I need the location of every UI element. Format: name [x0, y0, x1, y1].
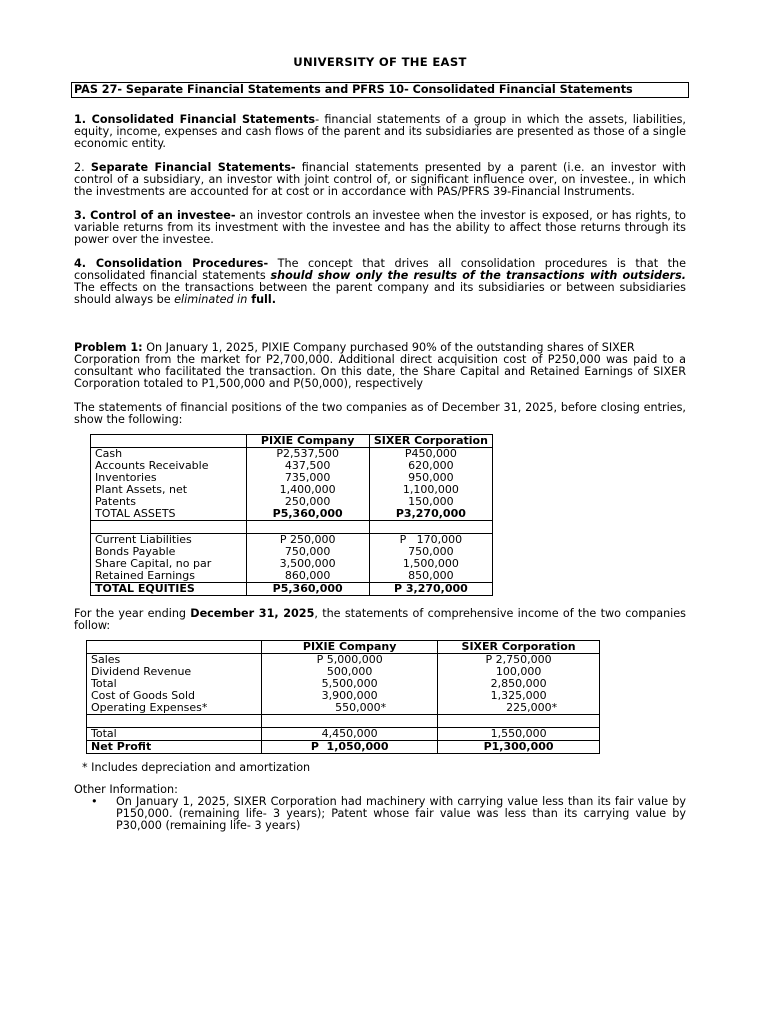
table-row	[91, 570, 493, 583]
definition-term: 4. Consolidation Procedures-	[74, 257, 269, 270]
definition-3	[74, 210, 686, 246]
table-cell: Cash	[91, 448, 247, 461]
table-cell: Total	[87, 678, 262, 690]
definition-text: financial statements presented by a parent (i.e. an investor with control of a subsidiary, an investor with joint control of, or significant influence over, on investee., in which the investments are accounted for at cost or in accordance with PAS/PFRS 39-Financial Instruments.	[74, 161, 686, 198]
table-cell: 100,000	[438, 666, 600, 678]
table-cell: 750,000	[246, 546, 369, 558]
definition-text: - financial statements of a group in which the assets, liabilities, equity, income, expenses and cash flows of the parent and its subsidiaries are presented as those of a single economic entity.	[74, 113, 686, 150]
table-row-net-profit	[87, 741, 600, 754]
table-cell: P3,270,000	[369, 508, 492, 521]
table-cell: Plant Assets, net	[91, 484, 247, 496]
financial-position-table	[90, 434, 493, 596]
definition-1	[74, 114, 686, 150]
table-cell: 1,500,000	[369, 558, 492, 570]
table-cell: 1,325,000	[438, 690, 600, 702]
table-cell: 735,000	[246, 472, 369, 484]
definition-text: The effects on the transactions between the parent company and its subsidiaries or between subsidiaries should always be	[74, 281, 686, 306]
problem-label: Problem 1:	[74, 341, 143, 354]
fp-intro: The statements of financial positions of the two companies as of December 31, 2025, before closing entries, show the following:	[74, 401, 686, 426]
table-cell: P5,360,000	[246, 508, 369, 521]
table-cell: 250,000	[246, 496, 369, 508]
problem-line-1: On January 1, 2025, PIXIE Company purchased 90% of the outstanding shares of SIXER	[142, 341, 635, 354]
table-row-total-assets	[91, 508, 493, 521]
list-item	[91, 795, 686, 832]
definition-term: Separate Financial Statements-	[90, 161, 296, 174]
definition-4	[74, 258, 686, 306]
table-cell: P5,360,000	[246, 583, 369, 596]
definition-italic: eliminated in	[174, 293, 248, 306]
table-cell: P 3,270,000	[369, 583, 492, 596]
definition-2	[74, 162, 686, 198]
table-cell: Current Liabilities	[91, 534, 247, 547]
list-item-text: On January 1, 2025, SIXER Corporation had machinery with carrying value less than its fair value by P150,000. (remaining life- 3 years); Patent whose fair value was less than its carrying value by P30,000 (remaining life- 3 years)	[116, 795, 686, 832]
other-info-label: Other Information:	[74, 783, 178, 796]
document-page	[74, 56, 686, 832]
table-row-blank	[91, 521, 493, 534]
table-cell: 750,000	[369, 546, 492, 558]
table-cell: P1,300,000	[438, 741, 600, 754]
table-cell: Inventories	[91, 472, 247, 484]
table-cell: 1,400,000	[246, 484, 369, 496]
table-cell: P 5,000,000	[262, 654, 438, 667]
table-cell: 225,000*	[438, 702, 600, 715]
table-cell: 3,900,000	[262, 690, 438, 702]
table-cell: P2,537,500	[246, 448, 369, 461]
table-cell: 3,500,000	[246, 558, 369, 570]
definition-term: 1. Consolidated Financial Statements	[74, 113, 316, 126]
definition-emphasis: should show only the results of the transactions with outsiders.	[270, 269, 686, 282]
table-header	[87, 641, 262, 654]
table-cell: P450,000	[369, 448, 492, 461]
table-cell: 500,000	[262, 666, 438, 678]
table-cell: 5,500,000	[262, 678, 438, 690]
table-cell: P 1,050,000	[262, 741, 438, 754]
table-cell: Total	[87, 728, 262, 741]
table-header: PIXIE Company	[246, 435, 369, 448]
page-title: UNIVERSITY OF THE EAST	[293, 55, 467, 69]
definition-prefix: 2.	[74, 161, 91, 174]
table-header	[91, 435, 247, 448]
table-cell: 150,000	[369, 496, 492, 508]
definition-text: The concept that drives all consolidation procedures is that the consolidated financial statements	[74, 257, 687, 282]
table-cell: 2,850,000	[438, 678, 600, 690]
footnote: * Includes depreciation and amortization	[82, 761, 311, 774]
table-cell: 437,500	[246, 460, 369, 472]
table-cell: P 250,000	[246, 534, 369, 547]
comprehensive-income-table	[86, 640, 600, 754]
table-cell: 1,550,000	[438, 728, 600, 741]
definition-term: 3. Control of an investee-	[74, 209, 236, 222]
table-cell: Net Profit	[87, 741, 262, 754]
definition-bold-end: full.	[247, 293, 276, 306]
other-info-list	[74, 796, 686, 832]
table-cell: 950,000	[369, 472, 492, 484]
ci-intro	[74, 608, 686, 632]
bullet-icon: •	[91, 795, 98, 808]
table-cell: Dividend Revenue	[87, 666, 262, 678]
table-cell: Cost of Goods Sold	[87, 690, 262, 702]
table-cell: Sales	[87, 654, 262, 667]
topic-box: PAS 27- Separate Financial Statements and PFRS 10- Consolidated Financial Statements	[71, 82, 689, 98]
table-cell: 4,450,000	[262, 728, 438, 741]
definition-text: an investor controls an investee when the investor is exposed, or has rights, to variable returns from its investment with the investee and has the ability to affect those returns through its power over the investee.	[74, 209, 687, 246]
table-cell: Bonds Payable	[91, 546, 247, 558]
table-cell: TOTAL EQUITIES	[91, 583, 247, 596]
table-cell: Patents	[91, 496, 247, 508]
problem-line-2: Corporation from the market for P2,700,000. Additional direct acquisition cost of P250,000 was paid to a consultant who facilitated the transaction. On this date, the Share Capital and Retained Earnings of SIXER Corporation totaled to P1,500,000 and P(50,000), respectively	[74, 353, 686, 390]
table-cell: Operating Expenses*	[87, 702, 262, 715]
table-cell: 620,000	[369, 460, 492, 472]
ci-intro-text: For the year ending	[74, 607, 191, 620]
table-cell: Share Capital, no par	[91, 558, 247, 570]
ci-intro-date: December 31, 2025	[190, 607, 315, 620]
table-row-blank	[87, 715, 600, 728]
table-header: PIXIE Company	[262, 641, 438, 654]
table-row	[87, 702, 600, 715]
table-cell: TOTAL ASSETS	[91, 508, 247, 521]
table-cell: Accounts Receivable	[91, 460, 247, 472]
table-row-total	[87, 728, 600, 741]
table-cell: Retained Earnings	[91, 570, 247, 583]
table-cell: 850,000	[369, 570, 492, 583]
table-cell: P 170,000	[369, 534, 492, 547]
table-header: SIXER Corporation	[369, 435, 492, 448]
table-cell: P 2,750,000	[438, 654, 600, 667]
table-cell: 550,000*	[262, 702, 438, 715]
ci-intro-text: , the statements of comprehensive income of the two companies follow:	[74, 607, 686, 632]
table-header: SIXER Corporation	[438, 641, 600, 654]
table-cell: 860,000	[246, 570, 369, 583]
table-cell: 1,100,000	[369, 484, 492, 496]
table-row-total-equities	[91, 583, 493, 596]
